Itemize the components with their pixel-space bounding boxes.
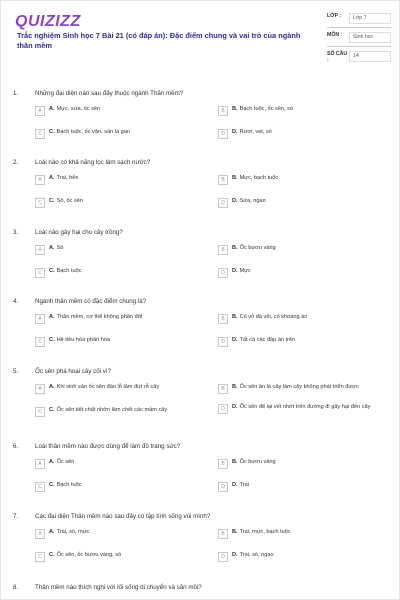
option-a[interactable] [35,459,74,469]
option-letter: B. [232,245,238,251]
option-letter: A. [49,529,55,535]
option-text: Hệ tiêu hóa phân hóa [56,337,111,343]
question-number: 3. [13,229,19,236]
meta-value: Lớp 7 [349,13,391,24]
question-8 [13,584,389,592]
option-text: Bạch tuộc, ốc vặn, sán lá gan [56,129,130,135]
option-b[interactable] [218,245,276,255]
option-d[interactable] [218,198,266,208]
option-text: Tất cả các đáp án trên [239,337,296,343]
option-box[interactable]: B [218,106,228,116]
worksheet-title: Trắc nghiệm Sinh học 7 Bài 21 (có đáp án): Đặc điểm chung và vai trò của ngành thân mềm [17,31,301,50]
option-box[interactable]: D [218,129,228,139]
option-text: Ốc bươu vàng [239,245,276,251]
option-text: Trai, sò, mực [56,529,90,535]
option-text: Trai, hến [56,175,79,181]
option-c[interactable] [35,552,121,562]
question-3 [13,229,389,276]
option-box[interactable]: A [35,529,45,539]
option-text: Ốc sên tiết chất nhờn làm chết các mầm cây [56,407,168,413]
option-text: Trai [239,482,250,488]
option-box[interactable]: B [218,175,228,185]
option-a[interactable] [35,245,63,255]
option-letter: B. [232,459,238,465]
option-box[interactable]: D [218,337,228,347]
option-box[interactable]: D [218,198,228,208]
option-text: Mực, sứa, ốc sên [56,106,101,112]
option-d[interactable] [218,129,272,139]
meta-label: MÔN : [327,32,343,38]
option-a[interactable] [35,384,205,394]
question-text: Loài thân mềm nào được dùng để làm đồ trang sức? [35,443,181,450]
option-d[interactable] [218,268,251,278]
question-1 [13,90,389,137]
option-letter: B. [232,175,238,181]
option-text: Trai, sò, ngao [239,552,274,558]
option-b[interactable] [218,529,291,539]
option-text: Ốc sên ăn lá cây làm cây không phát triển được [239,384,359,390]
question-text: Thân mềm nào thích nghi với lối sống di chuyển và săn mồi? [35,584,202,591]
question-text: Những đại diện nào sau đây thuộc ngành Thân mềm? [35,90,184,97]
option-text: Bạch tuộc [56,268,82,274]
option-text: Ốc sên, ốc bươu vàng, sò [56,552,122,558]
option-b[interactable] [218,384,393,394]
option-text: Bạch tuộc [56,482,82,488]
option-letter: C. [49,198,55,204]
option-text: Có vỏ đá vôi, có khoang áo [239,314,308,320]
option-letter: B. [232,529,238,535]
option-box[interactable]: B [218,314,228,324]
question-text: Các đại diện Thân mềm nào sau đây có tập tính sống vùi mình? [35,513,211,520]
option-text: Bạch tuộc, ốc sên, sò [239,106,294,112]
question-6 [13,443,389,490]
option-text: Trai, mực, bạch tuộc [239,529,291,535]
option-text: Ốc sên [56,459,75,465]
meta-panel [327,13,391,67]
option-letter: D. [232,268,238,274]
option-d[interactable] [218,404,388,414]
option-letter: B. [232,384,238,390]
option-box[interactable]: C [35,337,45,347]
question-text: Loài nào gây hại cho cây trồng? [35,229,123,236]
option-letter: C. [49,552,55,558]
meta-row-subject [327,32,391,47]
option-text: Mực [239,268,251,274]
option-text: Khi sinh sản ốc sên đào lỗ làm đứt rễ cây [56,384,160,390]
option-text: Sò [56,245,64,251]
option-letter: C. [49,482,55,488]
meta-row-count [327,51,391,63]
option-box[interactable]: D [218,552,228,562]
question-4 [13,298,389,345]
question-number: 5. [13,368,19,375]
option-letter: D. [232,198,238,204]
option-letter: C. [49,407,55,413]
option-c[interactable] [35,407,205,417]
question-2 [13,159,389,206]
option-d[interactable] [218,482,249,492]
question-number: 6. [13,443,19,450]
meta-label: SỐ CÂU : [327,51,348,63]
option-box[interactable]: B [218,459,228,469]
option-box[interactable]: A [35,314,45,324]
option-box[interactable]: A [35,384,45,394]
question-text: Ngành thân mềm có đặc điểm chung là? [35,298,147,305]
option-letter: C. [49,129,55,135]
option-letter: A. [49,314,55,320]
option-a[interactable] [35,106,100,116]
option-letter: D. [232,552,238,558]
option-c[interactable] [35,198,83,208]
option-a[interactable] [35,314,142,324]
option-b[interactable] [218,459,276,469]
option-text: Thân mềm, cơ thể không phân đốt [56,314,143,320]
option-a[interactable] [35,175,78,185]
option-box[interactable]: C [35,268,45,278]
option-text: Mực, bạch tuộc [239,175,279,181]
option-c[interactable] [35,337,110,347]
option-letter: A. [49,384,55,390]
option-letter: A. [49,175,55,181]
option-letter: D. [232,337,238,343]
option-box[interactable]: A [35,459,45,469]
option-box[interactable]: D [218,482,228,492]
option-letter: A. [49,245,55,251]
option-box[interactable]: A [35,175,45,185]
option-box[interactable]: D [218,268,228,278]
option-box[interactable]: C [35,407,45,417]
question-5 [13,368,389,415]
option-letter: D. [232,482,238,488]
quizizz-logo[interactable]: QUIZIZZ [15,13,81,30]
option-letter: A. [49,459,55,465]
option-d[interactable] [218,337,295,347]
meta-label: LỚP : [327,13,342,19]
option-text: Sứa, ngao [239,198,266,204]
option-a[interactable] [35,529,89,539]
meta-value: 14 [349,51,391,62]
option-box[interactable]: D [218,404,228,414]
option-box[interactable]: B [218,384,228,394]
option-box[interactable]: C [35,129,45,139]
option-box[interactable]: C [35,552,45,562]
option-box[interactable]: B [218,529,228,539]
question-number: 1. [13,90,19,97]
option-box[interactable]: B [218,245,228,255]
option-box[interactable]: C [35,198,45,208]
option-letter: D. [232,404,238,410]
option-letter: C. [49,268,55,274]
option-text: Ốc bươu vàng [239,459,276,465]
meta-row-class [327,13,391,28]
option-box[interactable]: A [35,106,45,116]
option-letter: C. [49,337,55,343]
question-number: 8. [13,584,19,591]
option-b[interactable] [218,106,293,116]
option-letter: B. [232,314,238,320]
question-text: Ốc sên phá hoại cây cối vì? [35,368,112,375]
option-c[interactable] [35,482,81,492]
option-letter: A. [49,106,55,112]
option-c[interactable] [35,268,81,278]
option-text: Rươi, vẹt, sò [239,129,272,135]
option-c[interactable] [35,129,130,139]
option-text: Ốc sên để lại vết nhớt trên đường đi gây hại đến cây [239,404,371,410]
question-7 [13,513,389,560]
option-b[interactable] [218,314,307,324]
option-letter: D. [232,129,238,135]
meta-value: Sinh học [349,32,391,43]
option-letter: B. [232,106,238,112]
question-text: Loài nào có khả năng lọc làm sạch nước? [35,159,151,166]
question-number: 7. [13,513,19,520]
option-b[interactable] [218,175,278,185]
question-number: 4. [13,298,19,305]
question-number: 2. [13,159,19,166]
option-text: Sò, ốc sên [56,198,84,204]
option-d[interactable] [218,552,274,562]
option-box[interactable]: C [35,482,45,492]
option-box[interactable]: A [35,245,45,255]
